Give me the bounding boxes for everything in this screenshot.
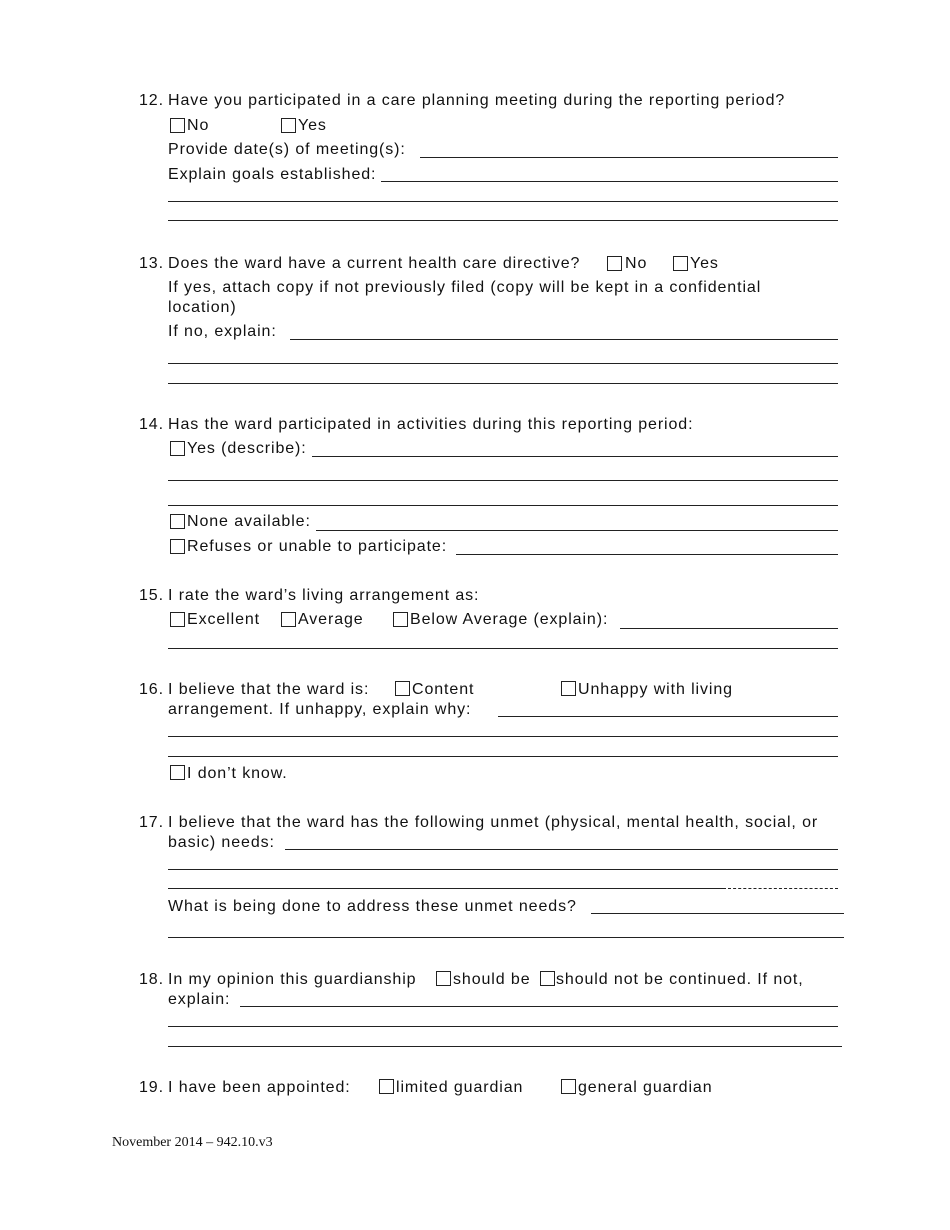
- below-average-field[interactable]: [620, 628, 838, 629]
- average-checkbox[interactable]: [281, 612, 296, 627]
- limited-guardian-checkbox[interactable]: [379, 1079, 394, 1094]
- yes-describe-checkbox[interactable]: [170, 441, 185, 456]
- question-text: Has the ward participated in activities during this reporting period:: [168, 416, 694, 433]
- goals-field-line[interactable]: [168, 220, 838, 221]
- unhappy-explain-field-line[interactable]: [168, 736, 838, 737]
- content-checkbox[interactable]: [395, 681, 410, 696]
- general-guardian-label: general guardian: [578, 1079, 713, 1096]
- describe-field-line[interactable]: [168, 505, 838, 506]
- no-checkbox[interactable]: [170, 118, 185, 133]
- none-available-checkbox[interactable]: [170, 514, 185, 529]
- yes-describe-label: Yes (describe):: [187, 440, 307, 457]
- dont-know-checkbox[interactable]: [170, 765, 185, 780]
- question-number: 14.: [139, 416, 164, 433]
- unhappy-explain-label: arrangement. If unhappy, explain why:: [168, 701, 472, 718]
- question-number: 13.: [139, 255, 164, 272]
- question-text: I believe that the ward has the following unmet (physical, mental health, social, or: [168, 814, 819, 831]
- unmet-needs-field-line[interactable]: [168, 869, 838, 870]
- yes-label: Yes: [690, 255, 719, 272]
- goals-label: Explain goals established:: [168, 166, 377, 183]
- address-needs-label: What is being done to address these unmet needs?: [168, 898, 577, 915]
- attach-note-cont: location): [168, 299, 237, 316]
- question-number: 19.: [139, 1079, 164, 1096]
- should-not-be-checkbox[interactable]: [540, 971, 555, 986]
- yes-checkbox[interactable]: [673, 256, 688, 271]
- question-text: I have been appointed:: [168, 1079, 351, 1096]
- none-available-label: None available:: [187, 513, 311, 530]
- question-text: I rate the ward’s living arrangement as:: [168, 587, 480, 604]
- should-be-checkbox[interactable]: [436, 971, 451, 986]
- question-number: 17.: [139, 814, 164, 831]
- explain-field-line[interactable]: [168, 1026, 838, 1027]
- limited-guardian-label: limited guardian: [396, 1079, 524, 1096]
- goals-field-line[interactable]: [168, 201, 838, 202]
- question-number: 18.: [139, 971, 164, 988]
- describe-field[interactable]: [312, 456, 838, 457]
- describe-field-line[interactable]: [168, 480, 838, 481]
- question-number: 15.: [139, 587, 164, 604]
- unhappy-explain-field-line[interactable]: [168, 756, 838, 757]
- question-text: I believe that the ward is:: [168, 681, 370, 698]
- below-average-label: Below Average (explain):: [410, 611, 609, 628]
- question-number: 12.: [139, 92, 164, 109]
- no-label: No: [187, 117, 210, 134]
- unmet-needs-field-line-end[interactable]: [728, 888, 838, 889]
- no-label: No: [625, 255, 648, 272]
- yes-label: Yes: [298, 117, 327, 134]
- no-checkbox[interactable]: [607, 256, 622, 271]
- refuses-label: Refuses or unable to participate:: [187, 538, 448, 555]
- content-label: Content: [412, 681, 475, 698]
- below-average-field-line[interactable]: [168, 648, 838, 649]
- dont-know-label: I don’t know.: [187, 765, 288, 782]
- should-be-label: should be: [453, 971, 531, 988]
- should-not-be-label: should not be continued. If not,: [556, 971, 804, 988]
- explain-label: explain:: [168, 991, 231, 1008]
- excellent-checkbox[interactable]: [170, 612, 185, 627]
- explain-label: If no, explain:: [168, 323, 277, 340]
- explain-field-line[interactable]: [168, 363, 838, 364]
- unmet-needs-field[interactable]: [285, 849, 838, 850]
- excellent-label: Excellent: [187, 611, 261, 628]
- unhappy-label: Unhappy with living: [578, 681, 733, 698]
- unmet-needs-field-line[interactable]: [168, 888, 726, 889]
- yes-checkbox[interactable]: [281, 118, 296, 133]
- question-text: Have you participated in a care planning meeting during the reporting period?: [168, 92, 786, 109]
- question-text: Does the ward have a current health care directive?: [168, 255, 581, 272]
- question-text: In my opinion this guardianship: [168, 971, 417, 988]
- question-text-cont: basic) needs:: [168, 834, 275, 851]
- unhappy-checkbox[interactable]: [561, 681, 576, 696]
- refuses-field[interactable]: [456, 554, 838, 555]
- question-number: 16.: [139, 681, 164, 698]
- unhappy-explain-field[interactable]: [498, 716, 838, 717]
- average-label: Average: [298, 611, 364, 628]
- explain-field[interactable]: [290, 339, 838, 340]
- form-footer: November 2014 – 942.10.v3: [112, 1135, 273, 1150]
- goals-field[interactable]: [381, 181, 838, 182]
- below-average-checkbox[interactable]: [393, 612, 408, 627]
- explain-field-line[interactable]: [168, 1046, 842, 1047]
- meeting-dates-field[interactable]: [420, 157, 838, 158]
- explain-field-line[interactable]: [168, 383, 838, 384]
- refuses-checkbox[interactable]: [170, 539, 185, 554]
- address-needs-field[interactable]: [591, 913, 844, 914]
- attach-note: If yes, attach copy if not previously filed (copy will be kept in a confidential: [168, 279, 762, 296]
- address-needs-field-line[interactable]: [168, 937, 844, 938]
- meeting-dates-label: Provide date(s) of meeting(s):: [168, 141, 406, 158]
- general-guardian-checkbox[interactable]: [561, 1079, 576, 1094]
- explain-field[interactable]: [240, 1006, 838, 1007]
- none-available-field[interactable]: [316, 530, 838, 531]
